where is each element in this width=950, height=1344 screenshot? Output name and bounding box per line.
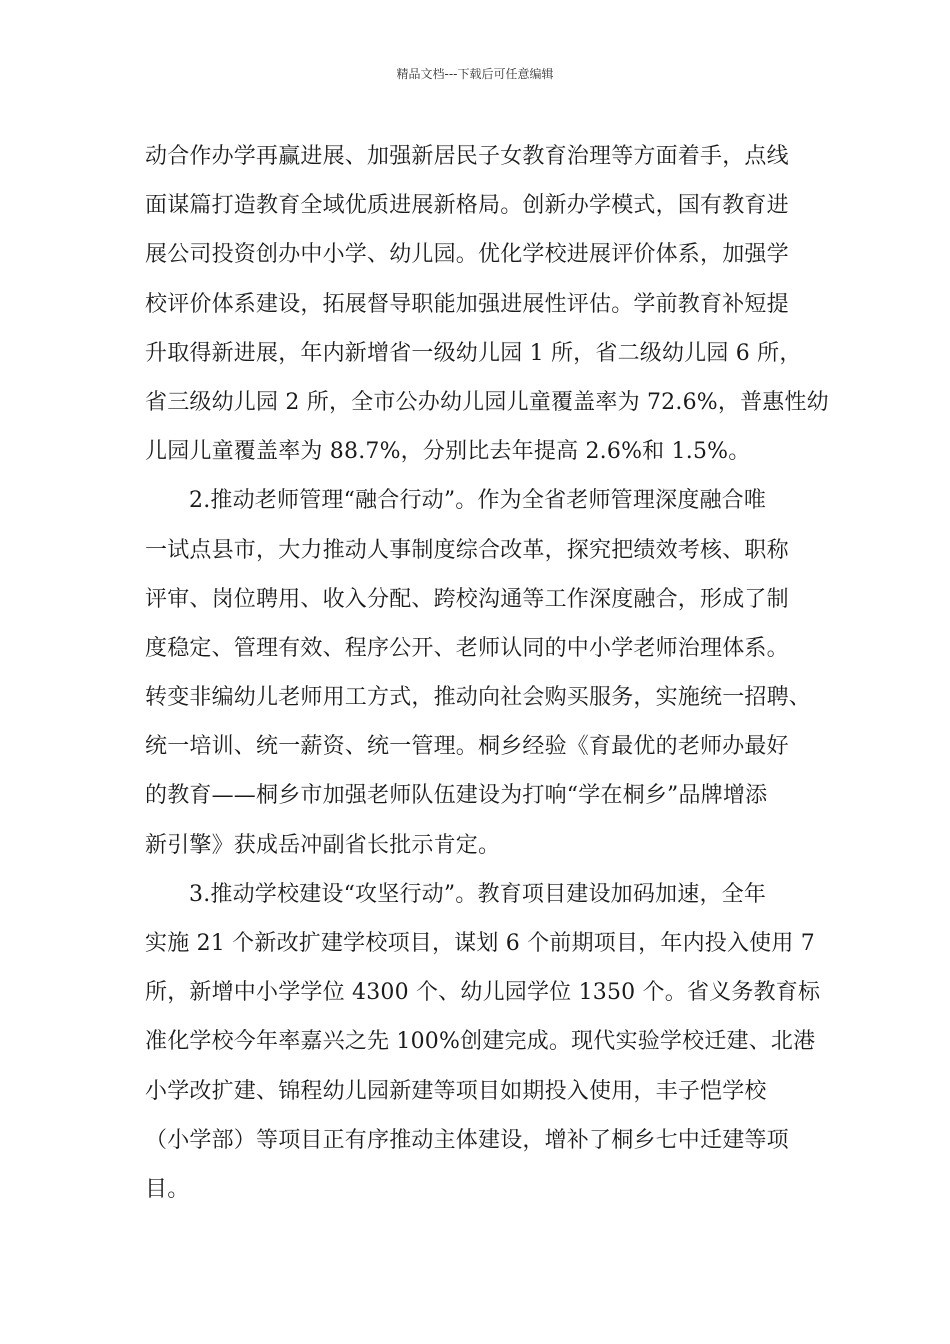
text-line: 升取得新进展，年内新增省一级幼儿园 1 所，省二级幼儿园 6 所， bbox=[145, 340, 802, 366]
text-line: 目。 bbox=[145, 1176, 190, 1202]
text-line: 校评价体系建设，拓展督导职能加强进展性评估。学前教育补短提 bbox=[145, 291, 789, 317]
text-line: 一试点县市，大力推动人事制度综合改革，探究把绩效考核、职称 bbox=[145, 537, 789, 563]
text-line: 省三级幼儿园 2 所，全市公办幼儿园儿童覆盖率为 72.6%，普惠性幼 bbox=[145, 389, 829, 415]
text-line: 新引擎》获成岳冲副省长批示肯定。 bbox=[145, 832, 501, 858]
text-line: 的教育——桐乡市加强老师队伍建设为打响“学在桐乡”品牌增添 bbox=[145, 783, 768, 809]
text-line: 准化学校今年率嘉兴之先 100%创建完成。现代实验学校迁建、北港 bbox=[145, 1029, 816, 1055]
page-header: 精品文档---下载后可任意编辑 bbox=[396, 67, 554, 81]
text-line: 评审、岗位聘用、收入分配、跨校沟通等工作深度融合，形成了制 bbox=[145, 586, 789, 612]
text-line: 实施 21 个新改扩建学校项目，谋划 6 个前期项目，年内投入使用 7 bbox=[145, 931, 815, 956]
text-line: 度稳定、管理有效、程序公开、老师认同的中小学老师治理体系。 bbox=[145, 635, 789, 661]
paragraph-start-line: 2.推动老师管理“融合行动”。作为全省老师管理深度融合唯 bbox=[189, 488, 767, 514]
text-line: （小学部）等项目正有序推动主体建设，增补了桐乡七中迁建等项 bbox=[145, 1127, 789, 1153]
text-line: 面谋篇打造教育全域优质进展新格局。创新办学模式，国有教育进 bbox=[145, 193, 789, 219]
text-line: 儿园儿童覆盖率为 88.7%，分别比去年提高 2.6%和 1.5%。 bbox=[145, 439, 751, 465]
document-body bbox=[145, 132, 829, 1214]
text-line: 小学改扩建、锦程幼儿园新建等项目如期投入使用，丰子恺学校 bbox=[145, 1078, 767, 1104]
paragraph-start-line: 3.推动学校建设“攻坚行动”。教育项目建设加码加速，全年 bbox=[189, 881, 767, 907]
text-line: 动合作办学再赢进展、加强新居民子女教育治理等方面着手，点线 bbox=[145, 144, 789, 169]
text-line: 所，新增中小学学位 4300 个、幼儿园学位 1350 个。省义务教育标 bbox=[145, 980, 821, 1006]
text-line: 统一培训、统一薪资、统一管理。桐乡经验《育最优的老师办最好 bbox=[145, 734, 789, 760]
text-line: 展公司投资创办中小学、幼儿园。优化学校进展评价体系，加强学 bbox=[145, 242, 789, 268]
text-line: 转变非编幼儿老师用工方式，推动向社会购买服务，实施统一招聘、 bbox=[145, 685, 812, 711]
